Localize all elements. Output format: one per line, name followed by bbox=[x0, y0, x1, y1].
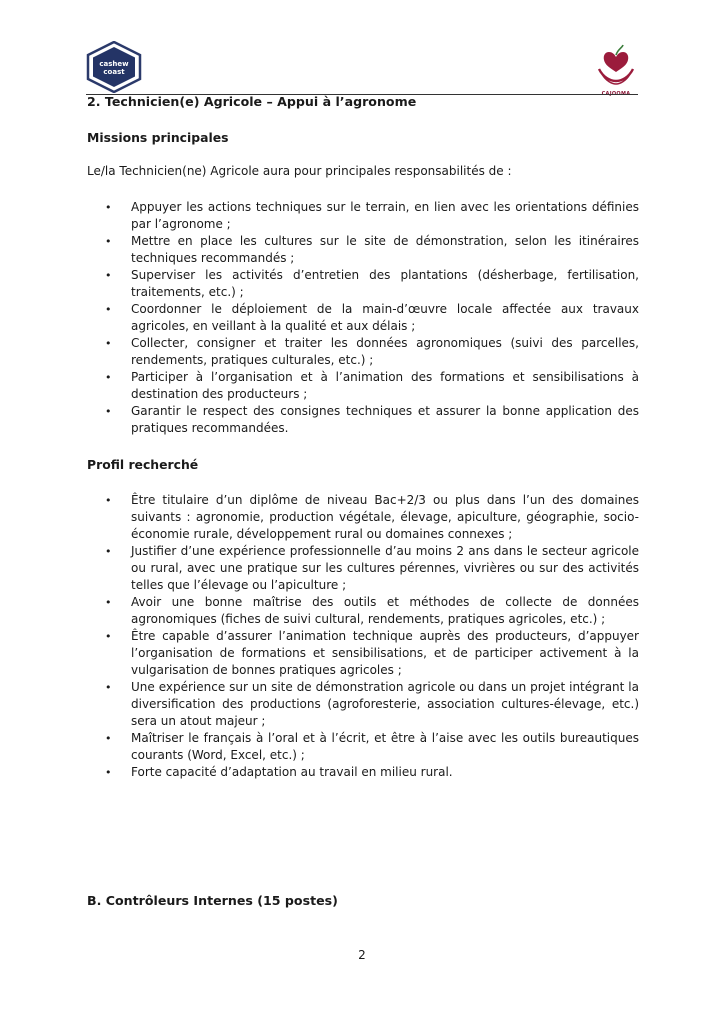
bullet-icon: • bbox=[105, 235, 112, 248]
bullet-icon: • bbox=[105, 303, 112, 316]
list-item bbox=[87, 199, 639, 233]
profil-text: Une expérience sur un site de démonstration agricole ou dans un projet intégrant la diversification des productions (agroforesterie, association cultures-élevage, etc.) sera un atout majeur ; bbox=[131, 680, 639, 728]
list-item bbox=[87, 233, 639, 267]
bullet-icon: • bbox=[105, 630, 112, 643]
list-item bbox=[87, 764, 639, 781]
bullet-icon: • bbox=[105, 732, 112, 745]
list-item bbox=[87, 267, 639, 301]
list-item bbox=[87, 628, 639, 679]
profil-text: Avoir une bonne maîtrise des outils et méthodes de collecte de données agronomiques (fiches de suivi cultural, rendements, pratiques agricoles, etc.) ; bbox=[131, 595, 639, 626]
profil-text: Justifier d’une expérience professionnelle d’au moins 2 ans dans le secteur agricole ou rural, avec une pratique sur les cultures pérennes, vivrières ou sur des activités telles que l’élevage ou l’apiculture ; bbox=[131, 544, 639, 592]
list-item bbox=[87, 730, 639, 764]
mission-text: Appuyer les actions techniques sur le terrain, en lien avec les orientations définies par l’agronome ; bbox=[131, 200, 639, 231]
bullet-icon: • bbox=[105, 681, 112, 694]
profil-text: Maîtriser le français à l’oral et à l’écrit, et être à l’aise avec les outils bureautiques courants (Word, Excel, etc.) ; bbox=[131, 731, 639, 762]
mission-text: Collecter, consigner et traiter les données agronomiques (suivi des parcelles, rendements, pratiques culturales, etc.) ; bbox=[131, 336, 639, 367]
cajooma-logo bbox=[596, 41, 636, 93]
logo-right-label: CAJOOMA bbox=[601, 91, 631, 97]
section-title: 2. Technicien(e) Agricole – Appui à l’agronome bbox=[87, 94, 417, 109]
page-number: 2 bbox=[358, 948, 366, 962]
cashew-coast-logo bbox=[84, 41, 144, 93]
missions-intro: Le/la Technicien(ne) Agricole aura pour principales responsabilités de : bbox=[87, 164, 512, 178]
bullet-icon: • bbox=[105, 337, 112, 350]
list-item bbox=[87, 335, 639, 369]
list-item bbox=[87, 543, 639, 594]
mission-text: Mettre en place les cultures sur le site de démonstration, selon les itinéraires techniques recommandés ; bbox=[131, 234, 639, 265]
bullet-icon: • bbox=[105, 766, 112, 779]
profil-text: Être titulaire d’un diplôme de niveau Bac+2/3 ou plus dans l’un des domaines suivants : agronomie, production végétale, élevage, apiculture, géographie, socio-économie rurale, développement rural ou domaines connexes ; bbox=[131, 493, 639, 541]
profil-heading: Profil recherché bbox=[87, 457, 199, 472]
list-item bbox=[87, 403, 639, 437]
profil-text: Être capable d’assurer l’animation technique auprès des producteurs, d’appuyer l’organisation de formations et sensibilisations, et de participer activement à la vulgarisation de bonnes pratiques agricoles ; bbox=[131, 629, 639, 677]
bullet-icon: • bbox=[105, 494, 112, 507]
bullet-icon: • bbox=[105, 371, 112, 384]
profil-list bbox=[87, 492, 639, 781]
missions-heading: Missions principales bbox=[87, 130, 229, 145]
list-item bbox=[87, 679, 639, 730]
bullet-icon: • bbox=[105, 269, 112, 282]
list-item bbox=[87, 369, 639, 403]
mission-text: Coordonner le déploiement de la main-d’œuvre locale affectée aux travaux agricoles, en veillant à la qualité et aux délais ; bbox=[131, 302, 639, 333]
bullet-icon: • bbox=[105, 405, 112, 418]
bullet-icon: • bbox=[105, 201, 112, 214]
bullet-icon: • bbox=[105, 545, 112, 558]
list-item bbox=[87, 301, 639, 335]
mission-text: Garantir le respect des consignes techniques et assurer la bonne application des pratiques recommandées. bbox=[131, 404, 639, 435]
list-item bbox=[87, 492, 639, 543]
mission-text: Superviser les activités d’entretien des plantations (désherbage, fertilisation, traitements, etc.) ; bbox=[131, 268, 639, 299]
next-section-title: B. Contrôleurs Internes (15 postes) bbox=[87, 893, 338, 908]
list-item bbox=[87, 594, 639, 628]
bullet-icon: • bbox=[105, 596, 112, 609]
profil-text: Forte capacité d’adaptation au travail en milieu rural. bbox=[131, 765, 453, 779]
logo-left-word-2: coast bbox=[103, 68, 125, 76]
main-content bbox=[87, 93, 639, 781]
logo-left-word-1: cashew bbox=[99, 60, 129, 68]
mission-text: Participer à l’organisation et à l’animation des formations et sensibilisations à destination des producteurs ; bbox=[131, 370, 639, 401]
missions-list bbox=[87, 199, 639, 437]
